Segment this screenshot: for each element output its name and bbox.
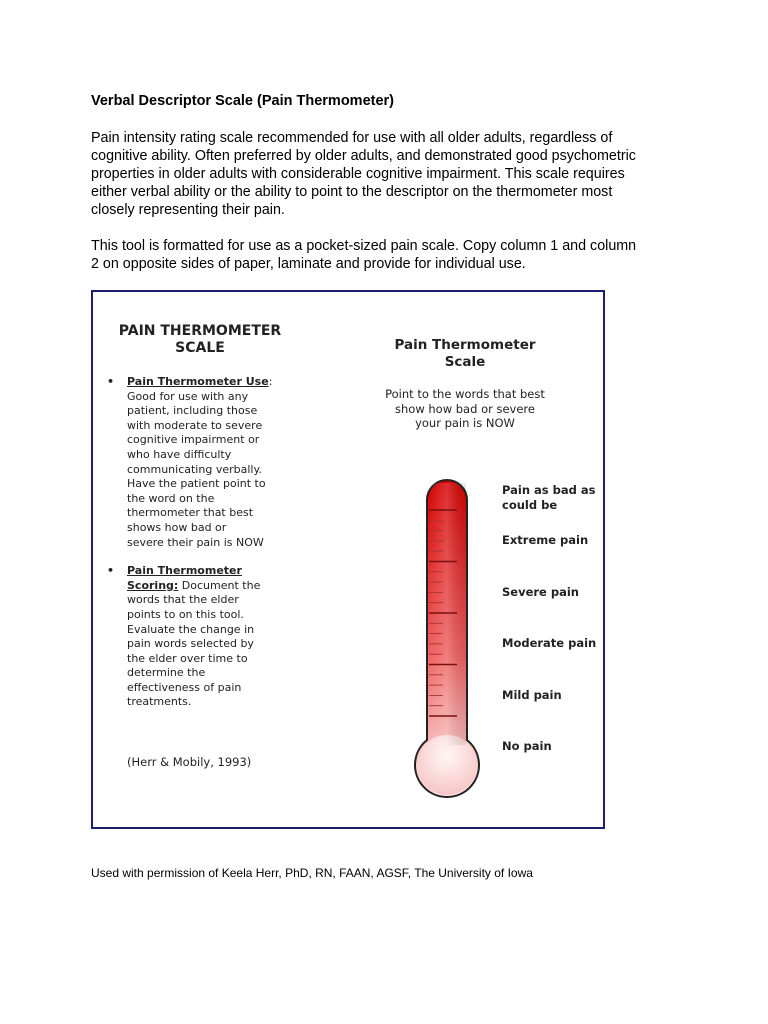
text-line: pain words selected by: [127, 637, 254, 651]
document-title: Verbal Descriptor Scale (Pain Thermometer): [91, 93, 394, 109]
thermometer-body: [415, 480, 479, 797]
level-no-pain: No pain: [502, 739, 552, 753]
bullet-heading-colon: :: [268, 375, 273, 388]
instructions-list: [107, 375, 277, 710]
text-line: determine the: [127, 666, 206, 680]
text-line: with moderate to severe: [127, 418, 263, 432]
usage-paragraph: [91, 237, 691, 273]
citation: (Herr & Mobily, 1993): [127, 755, 252, 769]
text-line: your pain is NOW: [415, 416, 515, 430]
bullet-heading-tail: Document the: [178, 578, 261, 592]
text-line: words that the elder: [127, 593, 239, 607]
text-line: either verbal ability or the ability to point to the descriptor on the thermometer most: [91, 184, 613, 200]
bullet-heading: Pain Thermometer Use: [127, 375, 269, 388]
text-line: effectiveness of pain: [127, 680, 242, 694]
text-line: thermometer that best: [127, 506, 254, 520]
list-item-use: [107, 375, 277, 550]
text-line: who have difficulty: [127, 447, 232, 461]
level-mild-pain: Mild pain: [502, 688, 562, 702]
card-left-title: [110, 323, 290, 357]
text-line: This tool is formatted for use as a pocket-sized pain scale. Copy column 1 and column: [91, 238, 637, 254]
text-line: patient, including those: [127, 404, 258, 418]
list-item-scoring: [107, 564, 277, 710]
text-line: Good for use with any: [127, 389, 249, 403]
text-line: 2 on opposite sides of paper, laminate and provide for individual use.: [91, 256, 526, 272]
bullet-heading-line: [127, 375, 277, 390]
text-line: Evaluate the change in: [127, 622, 255, 636]
permission-footer: Used with permission of Keela Herr, PhD, RN, FAAN, AGSF, The University of Iowa: [91, 866, 533, 880]
title-line: PAIN THERMOMETER: [118, 323, 282, 339]
card-right-instructions: [365, 387, 565, 431]
text-line: communicating verbally.: [127, 462, 262, 476]
text-line: treatments.: [127, 695, 192, 709]
text-line: Pain intensity rating scale recommended for use with all older adults, regardless of: [91, 130, 613, 146]
title-line: Pain Thermometer: [394, 337, 536, 353]
text-line: properties in older adults with considerable cognitive impairment. This scale requires: [91, 166, 625, 182]
level-moderate-pain: Moderate pain: [502, 636, 597, 650]
text-line: the elder over time to: [127, 651, 248, 665]
text-line: Point to the words that best: [385, 387, 545, 401]
intro-paragraph: [91, 129, 691, 219]
text-line: cognitive ability. Often preferred by older adults, and demonstrated good psychometric: [91, 148, 636, 164]
text-line: shows how bad or: [127, 520, 227, 534]
bullet-marker: •: [107, 564, 115, 578]
level-pain-as-bad-as-could-be: [502, 483, 595, 512]
title-line: SCALE: [175, 340, 225, 356]
bullet-heading-line: [127, 564, 277, 579]
level-line: could be: [502, 497, 558, 512]
text-line: cognitive impairment or: [127, 433, 260, 447]
text-line: closely representing their pain.: [91, 202, 285, 218]
bullet-marker: •: [107, 375, 115, 388]
title-line: Scale: [444, 354, 486, 370]
bullet-heading-line: [127, 579, 277, 594]
level-severe-pain: Severe pain: [502, 585, 579, 599]
text-line: severe their pain is NOW: [127, 535, 264, 549]
bullet-heading: Scoring:: [127, 578, 179, 592]
bullet-heading: Pain Thermometer: [127, 564, 242, 578]
level-line: Pain as bad as: [502, 483, 596, 497]
thermometer-graphic: [407, 475, 487, 805]
level-extreme-pain: Extreme pain: [502, 533, 589, 547]
text-line: show how bad or severe: [395, 401, 535, 416]
text-line: points to on this tool.: [127, 607, 244, 621]
pain-thermometer-card: [91, 290, 605, 829]
text-line: Have the patient point to: [127, 477, 266, 491]
text-line: the word on the: [127, 491, 215, 505]
card-right-title: [365, 337, 565, 371]
